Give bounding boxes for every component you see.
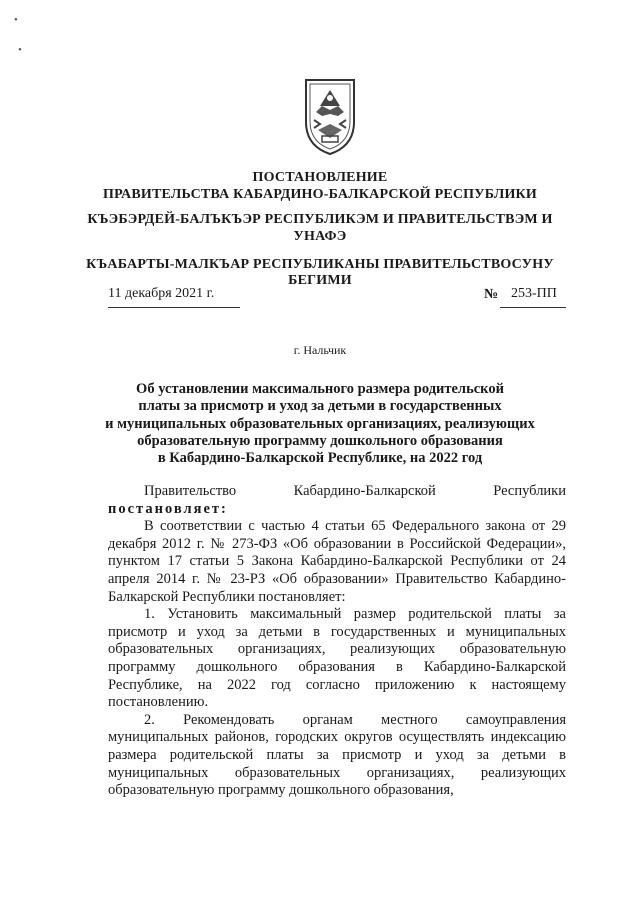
decree-title	[0, 381, 640, 467]
title-line: и муниципальных образовательных организациях, реализующих	[105, 415, 535, 432]
item-2-paragraph: 2. Рекомендовать органам местного самоуправления муниципальных районов, городских округов осуществлять индексацию размера родительской платы за присмотр и уход за детьми в муниципальных образовательных организациях, реализующих образовательную программу дошкольного образования,	[108, 711, 566, 799]
preamble-paragraph: В соответствии с частью 4 статьи 65 Федерального закона от 29 декабря 2012 г. № 273-ФЗ «Об образовании в Российской Федерации», пунктом 17 статьи 5 Закона Кабардино-Балкарской Республики от 24 апреля 2014 г. № 23-РЗ «Об образовании» Правительство Кабардино-Балкарской Республики постановляет:	[108, 518, 566, 605]
opening-word: Правительство	[144, 483, 237, 499]
number-underline	[500, 307, 566, 308]
city: г. Нальчик	[293, 343, 347, 357]
opening-word: Кабардино-Балкарской	[293, 483, 436, 499]
government-name-russian: ПРАВИТЕЛЬСТВА КАБАРДИНО-БАЛКАРСКОЙ РЕСПУБЛИКИ	[102, 187, 538, 202]
title-line: в Кабардино-Балкарской Республике, на 2022 год	[157, 450, 483, 467]
decree-heading: ПОСТАНОВЛЕНИЕ	[252, 170, 388, 185]
opening-word: Республики	[493, 483, 566, 499]
decree-number: 253-ПП	[511, 286, 557, 301]
number-sign: №	[484, 287, 499, 302]
government-name-balkar-line2: БЕГИМИ	[288, 273, 352, 288]
title-line: платы за присмотр и уход за детьми в государственных	[138, 398, 502, 415]
margin-mark: •	[18, 44, 22, 56]
margin-mark: •	[14, 14, 18, 26]
coat-of-arms-icon	[300, 76, 360, 158]
title-line: Об установлении максимального размера родительской	[136, 381, 504, 397]
decree-word: постановляет:	[108, 500, 228, 517]
decree-date: 11 декабря 2021 г.	[108, 286, 215, 301]
government-name-kabardian-line1: КЪЭБЭРДЕЙ-БАЛЪКЪЭР РЕСПУБЛИКЭМ И ПРАВИТЕЛЬСТВЭМ И	[87, 212, 553, 227]
government-name-kabardian-line2: УНАФЭ	[293, 229, 347, 244]
item-1-paragraph: 1. Установить максимальный размер родительской платы за присмотр и уход за детьми в государственных и муниципальных образовательных организациях, реализующих образовательную программу дошкольного образования в Кабардино-Балкарской Республике, на 2022 год согласно приложению к настоящему постановлению.	[108, 606, 566, 711]
government-name-balkar-line1: КЪАБАРТЫ-МАЛКЪАР РЕСПУБЛИКАНЫ ПРАВИТЕЛЬСТВОСУНУ	[86, 257, 554, 272]
coat-of-arms-emblem	[300, 76, 360, 158]
date-underline	[108, 307, 240, 308]
opening-line	[108, 483, 566, 501]
title-line: образовательную программу дошкольного образования	[137, 432, 503, 449]
decree-body	[108, 483, 566, 800]
